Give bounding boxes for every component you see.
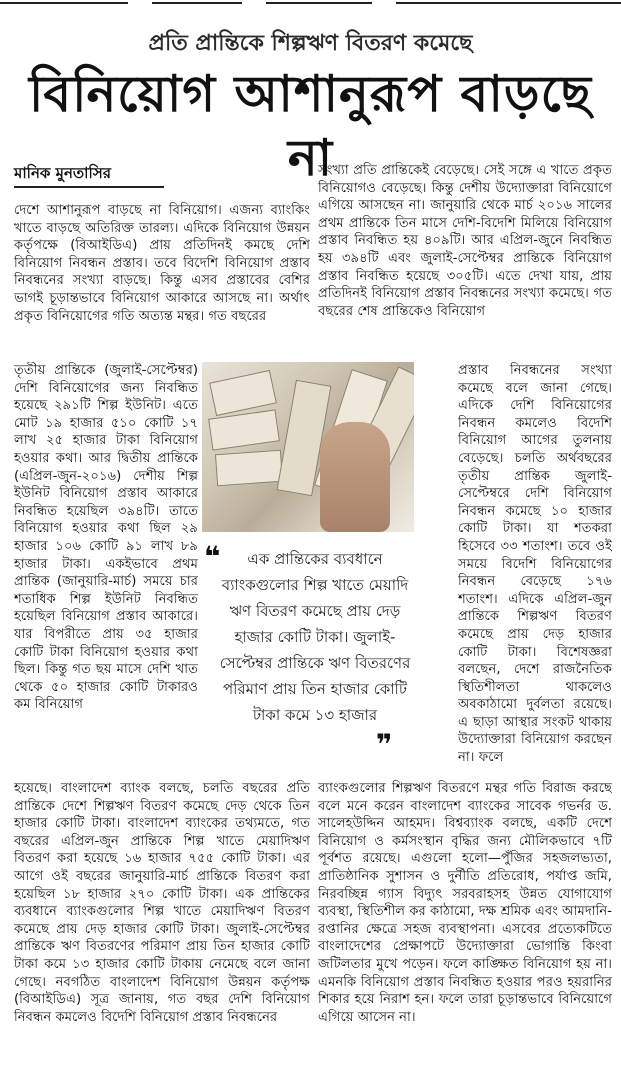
byline: মানিক মুনতাসির xyxy=(14,164,111,182)
article-column-2-top xyxy=(318,162,612,360)
pull-quote xyxy=(204,540,414,761)
kicker: প্রতি প্রান্তিকে শিল্পঋণ বিতরণ কমেছে xyxy=(148,31,473,56)
article-column-1-bottom xyxy=(14,780,310,1062)
quote-open-icon: ❝ xyxy=(204,540,221,573)
currency-photo xyxy=(202,362,414,532)
article-column-1-side xyxy=(14,362,198,778)
top-border xyxy=(0,0,621,6)
article-column-2-bottom xyxy=(318,780,612,1062)
pull-quote-text: এক প্রান্তিকের ব্যবধানে ব্যাংকগুলোর শিল্প খাতে মেয়াদি ঋণ বিতরণ কমেছে প্রায় দেড় হাজার কোটি টাকা। জুলাই-সেপ্টেম্বর প্রান্তিকে ঋণ বিতরণের পরিমাণ প্রায় তিন হাজার কোটি টাকা কমে ১৩ হাজার xyxy=(219,550,411,724)
article-column-2-side xyxy=(458,362,612,778)
article-text: তৃতীয় প্রান্তিকে (জুলাই-সেপ্টেম্বর) দেশি বিনিয়োগের জন্য নিবন্ধিত হয়েছে ২৯১টি শিল্প ইউনিট। এতে মোট ১৯ হাজার ৫১০ কোটি ১৭ লাখ ২৫ হাজার টাকা বিনিয়োগ হওয়ার কথা। আর দ্বিতীয় প্রান্তিকে (এপ্রিল-জুন-২০১৬) দেশীয় শিল্প ইউনিট বিনিয়োগ প্রস্তাব আকারে নিবন্ধিত হয়েছিল ৩৯৪টি। তাতে বিনিয়োগ হওয়ার কথা ছিল ২৯ হাজার ১০৬ কোটি ৯১ লাখ ৮৯ হাজার টাকা। একইভাবে প্রথম প্রান্তিক (জানুয়ারি-মার্চ) সময়ে চার শতাধিক শিল্প ইউনিট নিবন্ধিত হয়েছিল বিনিয়োগ প্রস্তাব আকারে। যার বিপরীতে প্রায় ৩৫ হাজার কোটি টাকা বিনিয়োগ হওয়ার কথা ছিল। কিন্তু গত ছয় মাসে দেশি খাত থেকে ৫০ হাজার কোটি টাকারও কম বিনিয়োগ xyxy=(14,363,198,713)
article-text: হয়েছে। বাংলাদেশ ব্যাংক বলছে, চলতি বছরের প্রতি প্রান্তিকে দেশে শিল্পঋণ বিতরণ কমেছে দেড় থেকে তিন হাজার কোটি টাকা। বাংলাদেশ ব্যাংকের তথ্যমতে, গত বছরের এপ্রিল-জুন প্রান্তিকে শিল্প খাতে মেয়াদিঋণ বিতরণ করা হয়েছে ১৬ হাজার ৭৫৫ কোটি টাকা। এর আগে ওই বছরের জানুয়ারি-মার্চ প্রান্তিকে বিতরণ করা হয়েছিল ১৮ হাজার ২৭০ কোটি টাকা। এক প্রান্তিকের ব্যবধানে ব্যাংকগুলোর শিল্প খাতে মেয়াদিঋণ বিতরণ কমেছে প্রায় দেড় হাজার কোটি টাকা। জুলাই-সেপ্টেম্বর প্রান্তিকে ঋণ বিতরণের পরিমাণ প্রায় তিন হাজার কোটি টাকা কমে ১৩ হাজার কোটি টাকায় নেমেছে বলে জানা গেছে। নবগঠিত বাংলাদেশ বিনিয়োগ উন্নয়ন কর্তৃপক্ষ (বিআইডিএ) সূত্র জানায়, গত বছর দেশি বিনিয়োগ নিবন্ধন কমলেও বিদেশি বিনিয়োগ প্রস্তাব নিবন্ধনের xyxy=(14,781,310,1025)
quote-close-icon: ❞ xyxy=(376,728,393,761)
byline-rule xyxy=(14,186,164,188)
article-text: সংখ্যা প্রতি প্রান্তিকেই বেড়েছে। সেই সঙ্গে এ খাতে প্রকৃত বিনিয়োগও বেড়েছে। কিন্তু দেশীয় উদ্যোক্তারা বিনিয়োগে এগিয়ে আসছেন না। জানুয়ারি থেকে মার্চ ২০১৬ সালের প্রথম প্রান্তিকে তিন মাসে দেশি-বিদেশি মিলিয়ে বিনিয়োগ প্রস্তাব নিবন্ধিত হয় ৪০৯টি। আর এপ্রিল-জুনে নিবন্ধিত হয় ৩৯৪টি এবং জুলাই-সেপ্টেম্বর প্রান্তিকে বিনিয়োগ প্রস্তাব নিবন্ধিত হয়েছে ৩০৫টি। এতে দেখা যায়, প্রায় প্রতিদিনই বিনিয়োগ প্রস্তাব নিবন্ধনের সংখ্যা কমেছে। গত বছরের শেষ প্রান্তিকেও বিনিয়োগ xyxy=(318,163,612,319)
article-column-1-top xyxy=(14,202,310,360)
headline: বিনিয়োগ আশানুরূপ বাড়ছে না xyxy=(29,65,592,187)
article-text: দেশে আশানুরূপ বাড়ছে না বিনিয়োগ। এজন্য ব্যাংকিং খাতে বাড়ছে অতিরিক্ত তারল্য। এদিকে বিনিয়োগ উন্নয়ন কর্তৃপক্ষে (বিআইডিএ) প্রায় প্রতিদিনই কমছে দেশি বিনিয়োগ নিবন্ধন প্রস্তাব। তবে বিদেশি বিনিয়োগ প্রস্তাব নিবন্ধনের সংখ্যা বাড়ছে। কিন্তু এসব প্রস্তাবের বেশির ভাগই চূড়ান্তভাবে বিনিয়োগ আকারে আসছে না। অর্থাৎ প্রকৃত বিনিয়োগের গতি অত্যন্ত মন্থর। গত বছরের xyxy=(14,203,310,324)
article-text: ব্যাংকগুলোর শিল্পঋণ বিতরণে মন্থর গতি বিরাজ করছে বলে মনে করেন বাংলাদেশ ব্যাংকের সাবেক গভর্নর ড. সালেহউদ্দিন আহমদ। বিশ্বব্যাংক বলছে, একটি দেশে বিনিয়োগ ও কর্মসংস্থান বৃদ্ধির জন্য মৌলিকভাবে ৭টি পূর্বশত রয়েছে। এগুলো হলো—পুঁজির সহজলভ্যতা, প্রাতিষ্ঠানিক সুশাসন ও দুর্নীতি প্রতিরোধ, পর্যাপ্ত জমি, নিরবচ্ছিন্ন গ্যাস বিদ্যুৎ সরবরাহসহ উন্নত যোগাযোগ ব্যবস্থা, স্থিতিশীল কর কাঠামো, দক্ষ শ্রমিক এবং আমদানি-রপ্তানির ক্ষেত্রে সহজ ব্যবস্থাপনা। এসবের প্রত্যেকটিতে বাংলাদেশের প্রেক্ষাপটে উদ্যোক্তারা ভোগান্তি কিংবা জটিলতার মুখে পড়েন। ফলে কাঙ্ক্ষিত বিনিয়োগ হয় না। এমনকি বিনিয়োগ প্রস্তাব নিবন্ধিত হওয়ার পরও হয়রানির শিকার হয়ে নিরাশ হন। ফলে তারা চূড়ান্তভাবে বিনিয়োগে এগিয়ে আসেন না। xyxy=(318,781,612,1025)
article-text: প্রস্তাব নিবন্ধনের সংখ্যা কমেছে বলে জানা গেছে। এদিকে দেশি বিনিয়োগের নিবন্ধন কমলেও বিদেশি বিনিয়োগ আগের তুলনায় বেড়েছে। চলতি অর্থবছরের তৃতীয় প্রান্তিক জুলাই-সেপ্টেম্বরে দেশি বিনিয়োগ নিবন্ধন কমেছে ১০ হাজার কোটি টাকা। যা শতকরা হিসেবে ৩৩ শতাংশ। তবে ওই সময়ে বিদেশি বিনিয়োগের নিবন্ধন বেড়েছে ১৭৬ শতাংশ। এদিকে এপ্রিল-জুন প্রান্তিকে শিল্পঋণ বিতরণ কমেছে প্রায় দেড় হাজার কোটি টাকা। বিশেষজ্ঞরা বলছেন, দেশে রাজনৈতিক স্থিতিশীলতা থাকলেও অবকাঠামো দুর্বলতা রয়েছে। এ ছাড়া আস্থার সংকট থাকায় উদ্যোক্তারা বিনিয়োগ করছেন না। ফলে xyxy=(458,363,612,766)
